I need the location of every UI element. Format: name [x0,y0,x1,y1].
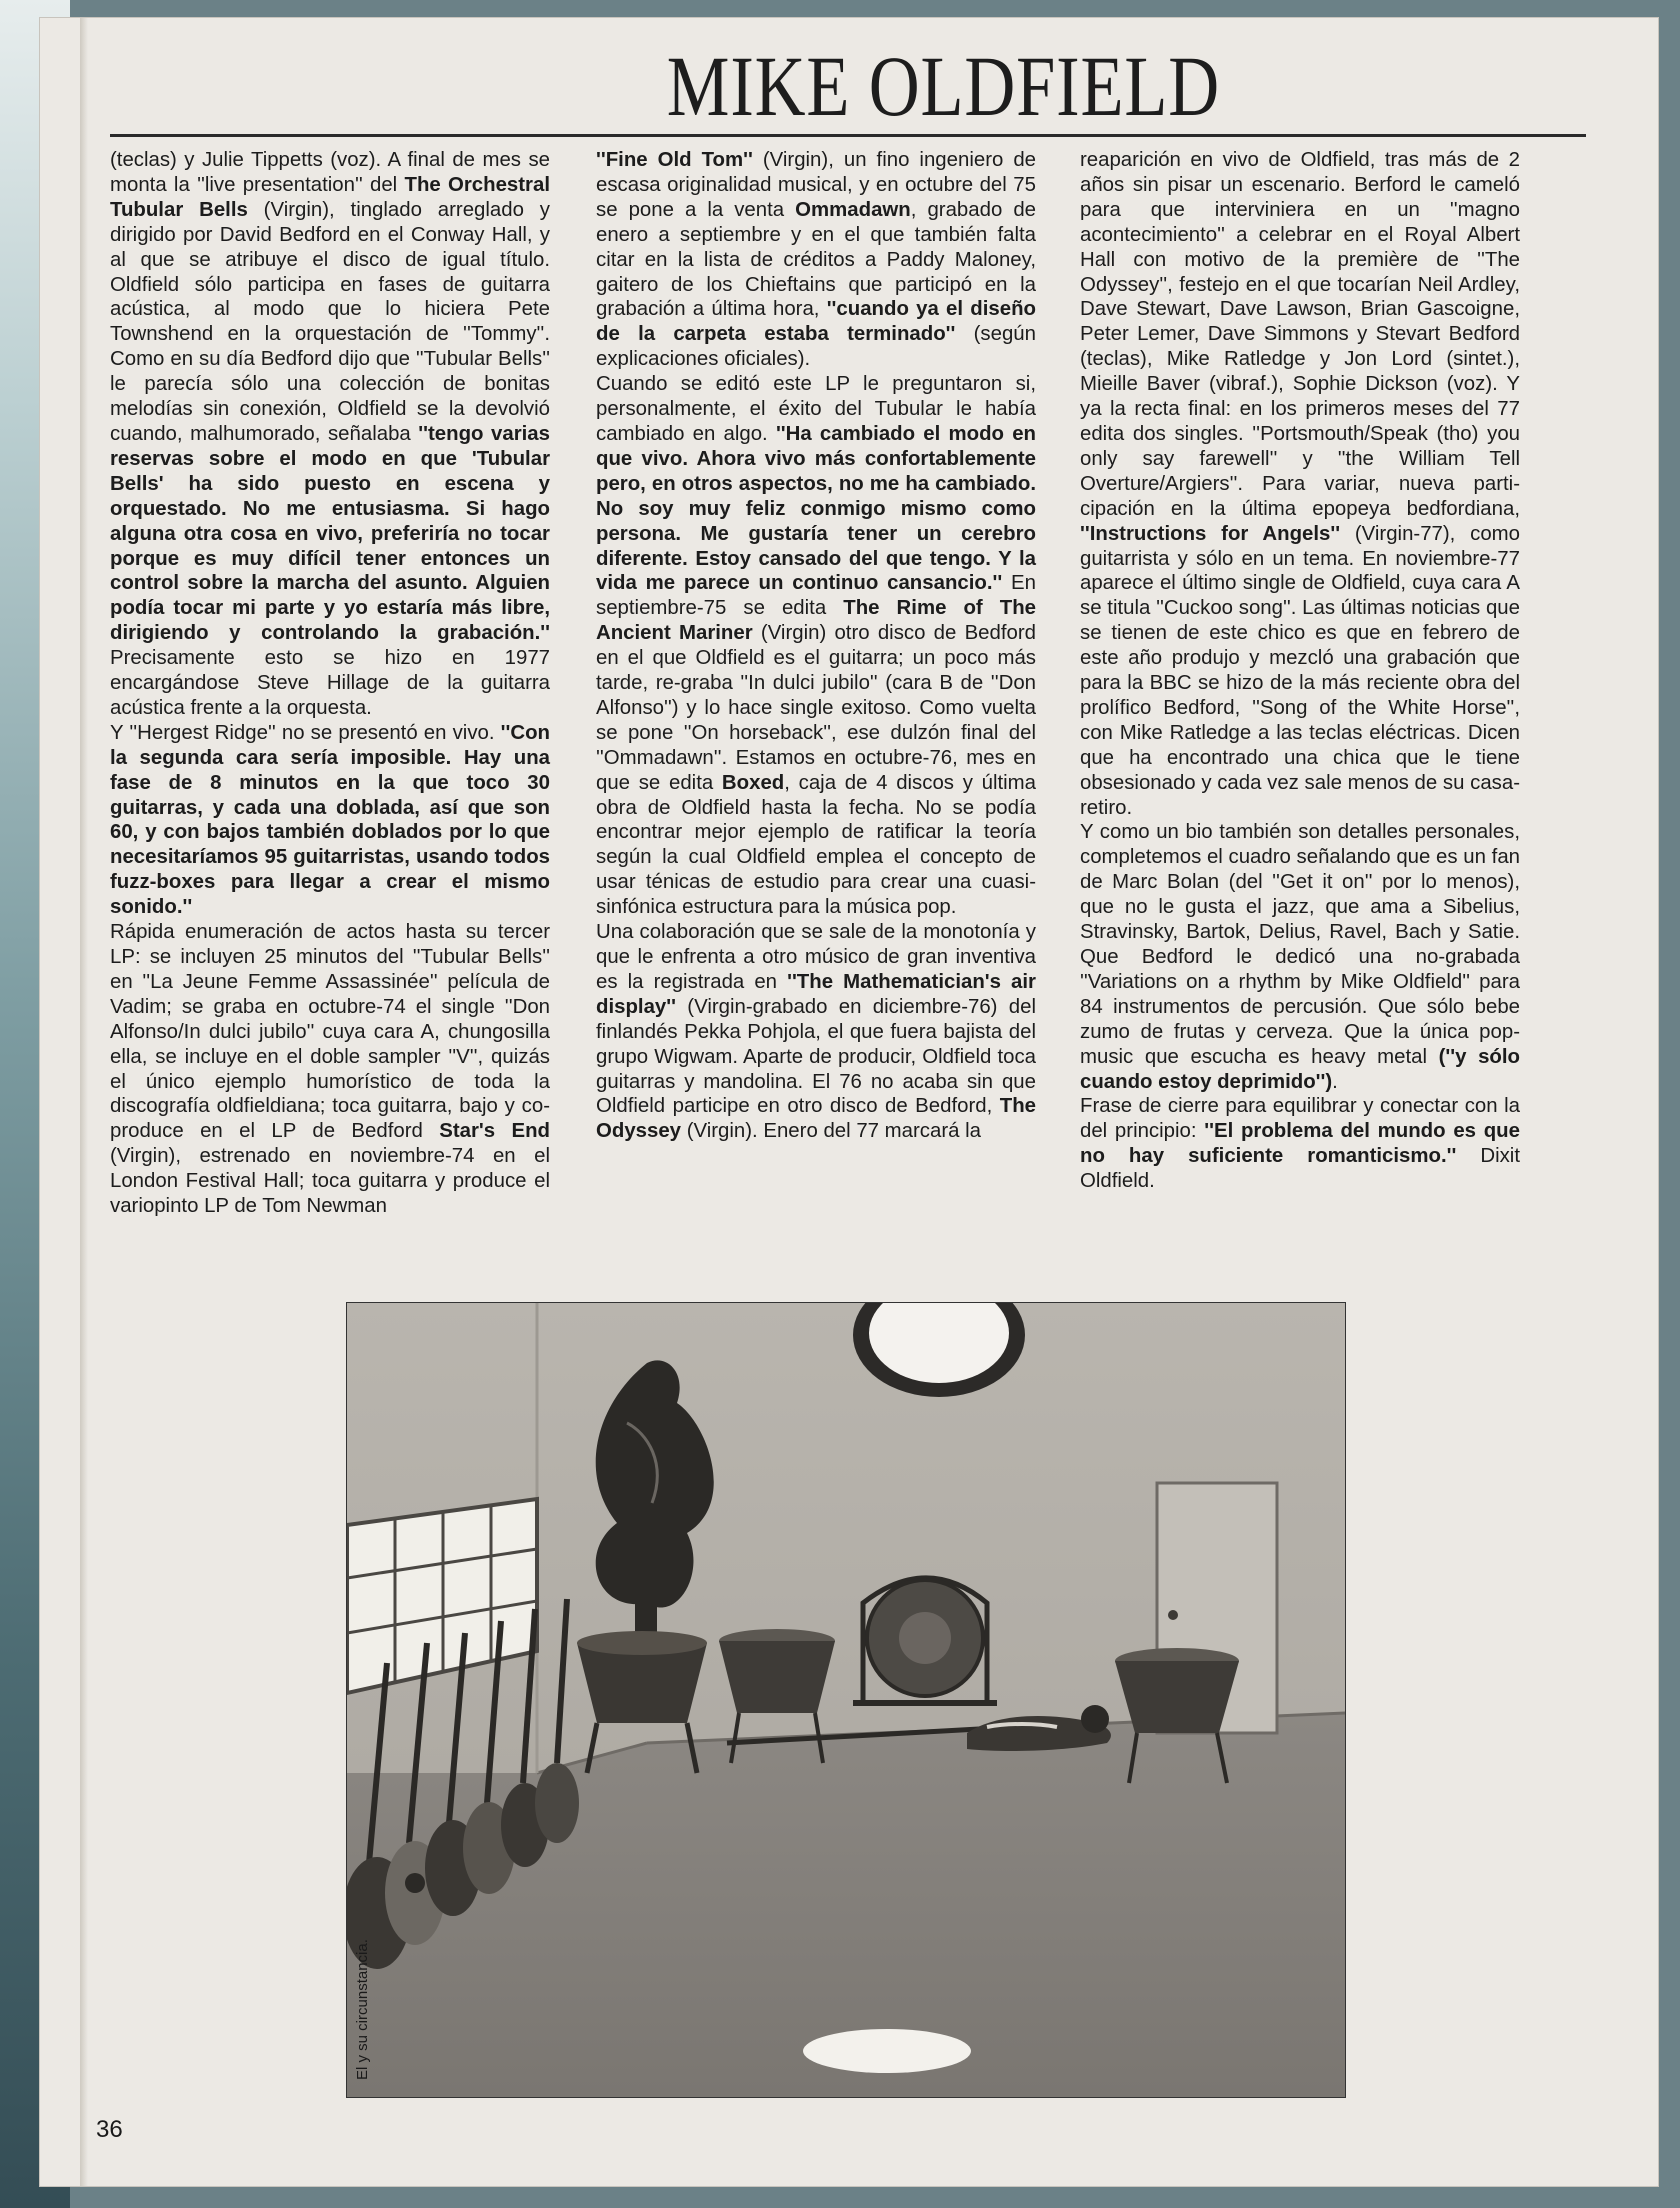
paragraph: ''Fine Old Tom'' (Virgin), un fino ingeniero de escasa originalidad musical, y en octubre del 75 se pone a la venta Ommadawn, grabado de enero a septiembre y en el que también falta citar en la lista de créditos a Paddy Maloney, gaitero de los Chieftains que participó en la grabación a última hora, ''cuando ya el diseño de la carpeta estaba terminado'' (según explicaciones oficiales). [596,149,1037,371]
article-column-3 [1080,148,1520,1278]
paragraph: Frase de cierre para equilibrar y conectar con la del principio: ''El problema del mundo es que no hay suficiente romanticismo.'' Dixit Oldfield. [1080,1095,1521,1193]
paragraph: Y como un bio también son detalles personales, completemos el cuadro señalando que es un fan de Marc Bolan (del ''Get it on'' por lo menos), que no le gusta el jazz, que ama a Sibelius, Stravinsky, Bartok, Delius, Ravel, Bach y Satie. Que Bedford le dedicó una no-grabada ''Variations on a rhythm by Mike Oldfield'' para 84 instrumentos de percusión. Que sólo bebe zumo de frutas y cerveza. Que la única pop-music que escucha es heavy metal (''y sólo cuando estoy deprimido''). [1080,821,1520,1093]
paragraph: Y ''Hergest Ridge'' no se presentó en vivo. ''Con la segunda cara sería imposible. Hay una fase de 8 minutos en la que toco 30 guitarras, y cada una doblada, así que son 60, y con bajos también doblados por lo que necesitaríamos 95 guitarristas, usando todos fuzz-boxes para llegar a crear el mismo sonido.'' [110,721,550,919]
page-number: 36 [96,2116,123,2143]
floor-light-patch [803,2029,971,2073]
page-title: MIKE OLDFIELD [666,38,1221,134]
paragraph: Rápida enumeración de actos hasta su tercer LP: se incluyen 25 minutos del ''Tubular Bells'' en ''La Jeune Femme Assassinée'' película de Vadim; se graba en octubre-74 el single ''Don Alfonso/In dulci jubilo'' cuya cara A, chungosilla ella, se incluye en el doble sampler ''V'', quizás el único ejemplo humorístico de toda la discografía oldfieldiana; toca guitarra, bajo y co-produce en el LP de Bedford Star's End (Virgin), estrenado en noviembre-74 en el London Festival Hall; toca guitarra y produce el variopinto LP de Tom Newman [110,921,550,1218]
paragraph: reaparición en vivo de Oldfield, tras más de 2 años sin pisar un escenario. Berford le cameló para que interviniera en un ''magno acontecimiento'' a celebrar en el Royal Albert Hall con motivo de la première de ''The Odyssey'', festejo en el que tocarían Neil Ardley, Dave Stewart, Dave Lawson, Brian Gascoigne, Peter Lemer, Dave Simmons y Stevart Bedford (teclas), Mike Ratledge y Jon Lord (sintet.), Mieille Baver (vibraf.), Sophie Dickson (voz). Y ya la recta final: en los primeros meses del 77 edita dos singles. ''Portsmouth/Speak (tho) you only say farewell'' y ''the William Tell Overture/Argiers''. Para variar, nueva participación en la última epopeya bedfordiana, ''Instructions for Angels'' (Virgin-77), como guitarrista y sólo en un tema. En noviembre-77 aparece el último single de Oldfield, cuya cara A se titula ''Cuckoo song''. Las últimas noticias que se tienen de este chico es que en febrero de este año produjo y mezcló una grabación que para la BBC se hizo de la más reciente obra del prolífico Bedford, ''Song of the White Horse'', con Mike Ratledge a las teclas eléctricas. Dicen que ha encontrado una chica que le tiene obsesionado y cada vez sale menos de su casa-retiro. [1080,149,1520,819]
paragraph: Cuando se editó este LP le preguntaron si, personalmente, el éxito del Tubular le había cambiado en algo. ''Ha cambiado el modo en que vivo. Ahora vivo más confortablemente pero, en otros aspectos, no me ha cambiado. No soy muy feliz conmigo mismo como persona. Me gustaría tener un cerebro diferente. Estoy cansado del que tengo. Y la vida me parece un continuo cansancio.'' En septiembre-75 se edita The Rime of The Ancient Mariner (Virgin) otro disco de Bedford en el que Oldfield es el guitarra; un poco más tarde, re-graba ''In dulci jubilo'' (cara B de ''Don Alfonso'') y lo hace single exitoso. Como vuelta se pone ''On horseback'', ese dulzón final del ''Ommadawn''. Estamos en octubre-76, mes en que se edita Boxed, caja de 4 discos y última obra de Oldfield hasta la fecha. No se podía encontrar mejor ejemplo de ratificar la teoría según la cual Oldfield emplea el concepto de usar ténicas de estudio para crear una cuasi-sinfónica estructura para la música pop. [596,373,1037,919]
paragraph: (teclas) y Julie Tippetts (voz). A final de mes se monta la ''live presentation'' del The Orchestral Tubular Bells (Virgin), tinglado arreglado y dirigido por David Bedford en el Conway Hall, y al que se atribuye el disco de igual título. Oldfield sólo participa en fases de guitarra acústica, al modo que lo hiciera Pete Townshend en la orquestación de ''Tommy''. Como en su día Bedford dijo que ''Tubular Bells'' le parecía sólo una colección de bonitas melodías sin conexión, Oldfield se la devolvió cuando, malhumorado, señalaba ''tengo varias reservas sobre el modo en que 'Tubular Bells' ha sido puesto en escena y orquestado. No me entusiasma. Si hago alguna otra cosa en vivo, preferiría no tocar porque es muy difícil tener entonces un control sobre la marcha del asunto. Alguien podía tocar mi parte y yo estaría más libre, dirigiendo y controlando la grabación.'' Precisamente esto se hizo en 1977 encargándose Steve Hillage de la guitarra acústica frente a la orquesta. [110,149,551,719]
title-rule [110,134,1586,137]
paragraph: Una colaboración que se sale de la monotonía y que le enfrenta a otro músico de gran inventiva es la registrada en ''The Mathematician's air display'' (Virgin-grabado en diciembre-76) del finlandés Pekka Pohjola, el que fuera bajista del grupo Wigwam. Aparte de producir, Oldfield toca guitarras y mandolina. El 76 no acaba sin que Oldfield participe en otro disco de Bedford, The Odyssey (Virgin). Enero del 77 marcará la [596,921,1036,1143]
studio-scene-image [347,1303,1345,2097]
article-column-2 [596,148,1036,1278]
photo-caption: El y su circunstancia. [354,1939,371,2080]
page-fold-shadow [80,18,88,2186]
article-column-1 [110,148,550,1278]
studio-photo [346,1302,1346,2098]
